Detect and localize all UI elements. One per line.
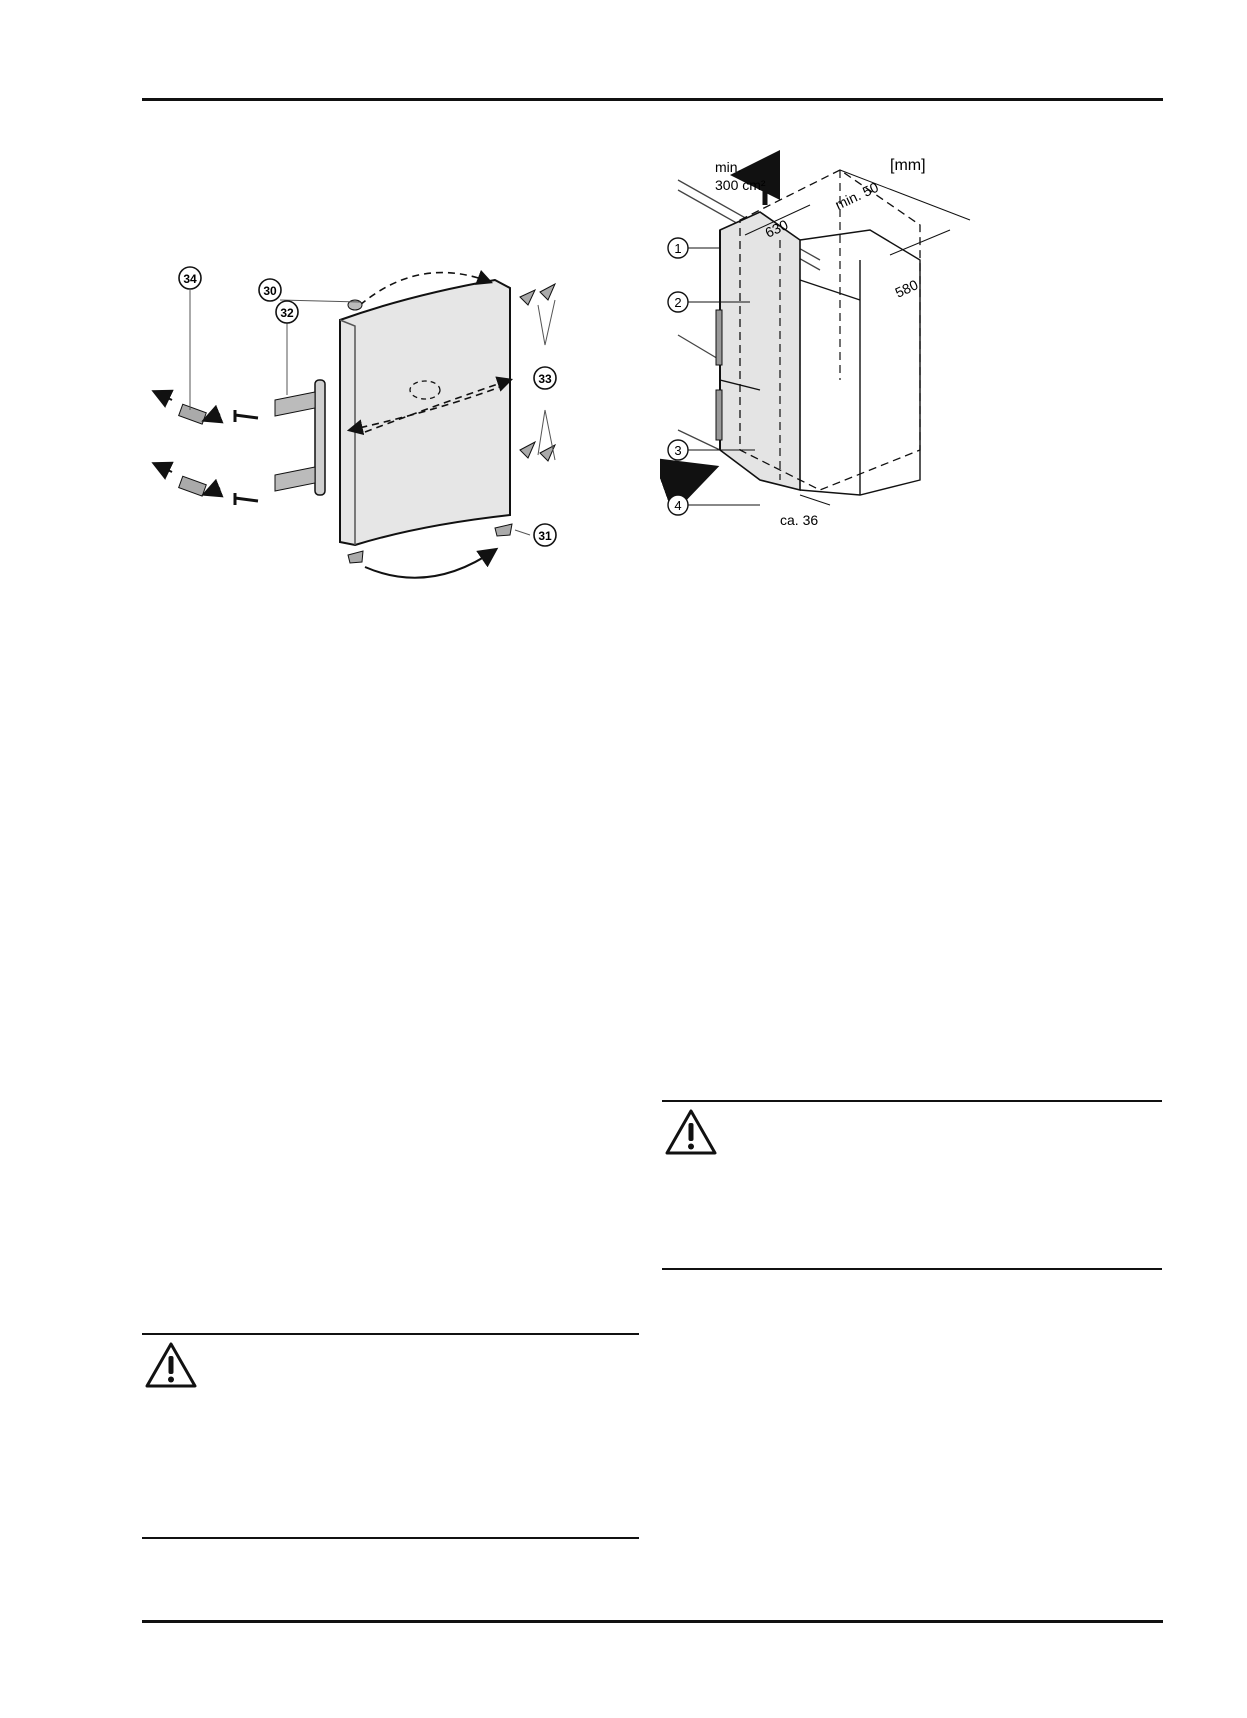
unit-label: [mm] [890, 157, 926, 174]
dim-gap: ca. 36 [780, 512, 819, 528]
svg-text:31: 31 [538, 529, 552, 543]
footer-rule [142, 1620, 1163, 1623]
svg-text:4: 4 [674, 498, 682, 513]
svg-text:1: 1 [674, 241, 682, 256]
warning-triangle-icon [144, 1341, 198, 1389]
vent-label-line2: 300 cm² [715, 177, 766, 193]
vent-label-line1: min. [715, 159, 742, 175]
callout-33 [534, 367, 556, 389]
callout-30 [259, 279, 281, 301]
door-reversal-figure [150, 250, 580, 590]
svg-text:30: 30 [263, 284, 277, 298]
svg-text:34: 34 [183, 272, 197, 286]
svg-text:2: 2 [674, 295, 682, 310]
left-warning-top-rule [142, 1333, 639, 1335]
left-warning-bottom-rule [142, 1537, 639, 1539]
installation-dimensions-figure [660, 150, 980, 540]
callout-4 [668, 495, 760, 515]
callout-34 [179, 267, 201, 289]
right-warning-top-rule [662, 1100, 1162, 1102]
dim-top-clearance: min. 50 [832, 178, 881, 213]
svg-text:3: 3 [674, 443, 682, 458]
header-rule [142, 98, 1163, 101]
warning-triangle-icon [664, 1108, 718, 1156]
svg-text:32: 32 [280, 306, 294, 320]
dim-height: 630 [762, 216, 791, 241]
svg-text:33: 33 [538, 372, 552, 386]
right-warning-bottom-rule [662, 1268, 1162, 1270]
callout-31 [534, 524, 556, 546]
dim-depth: 580 [892, 276, 921, 301]
callout-1 [668, 238, 720, 258]
callout-32 [276, 301, 298, 323]
